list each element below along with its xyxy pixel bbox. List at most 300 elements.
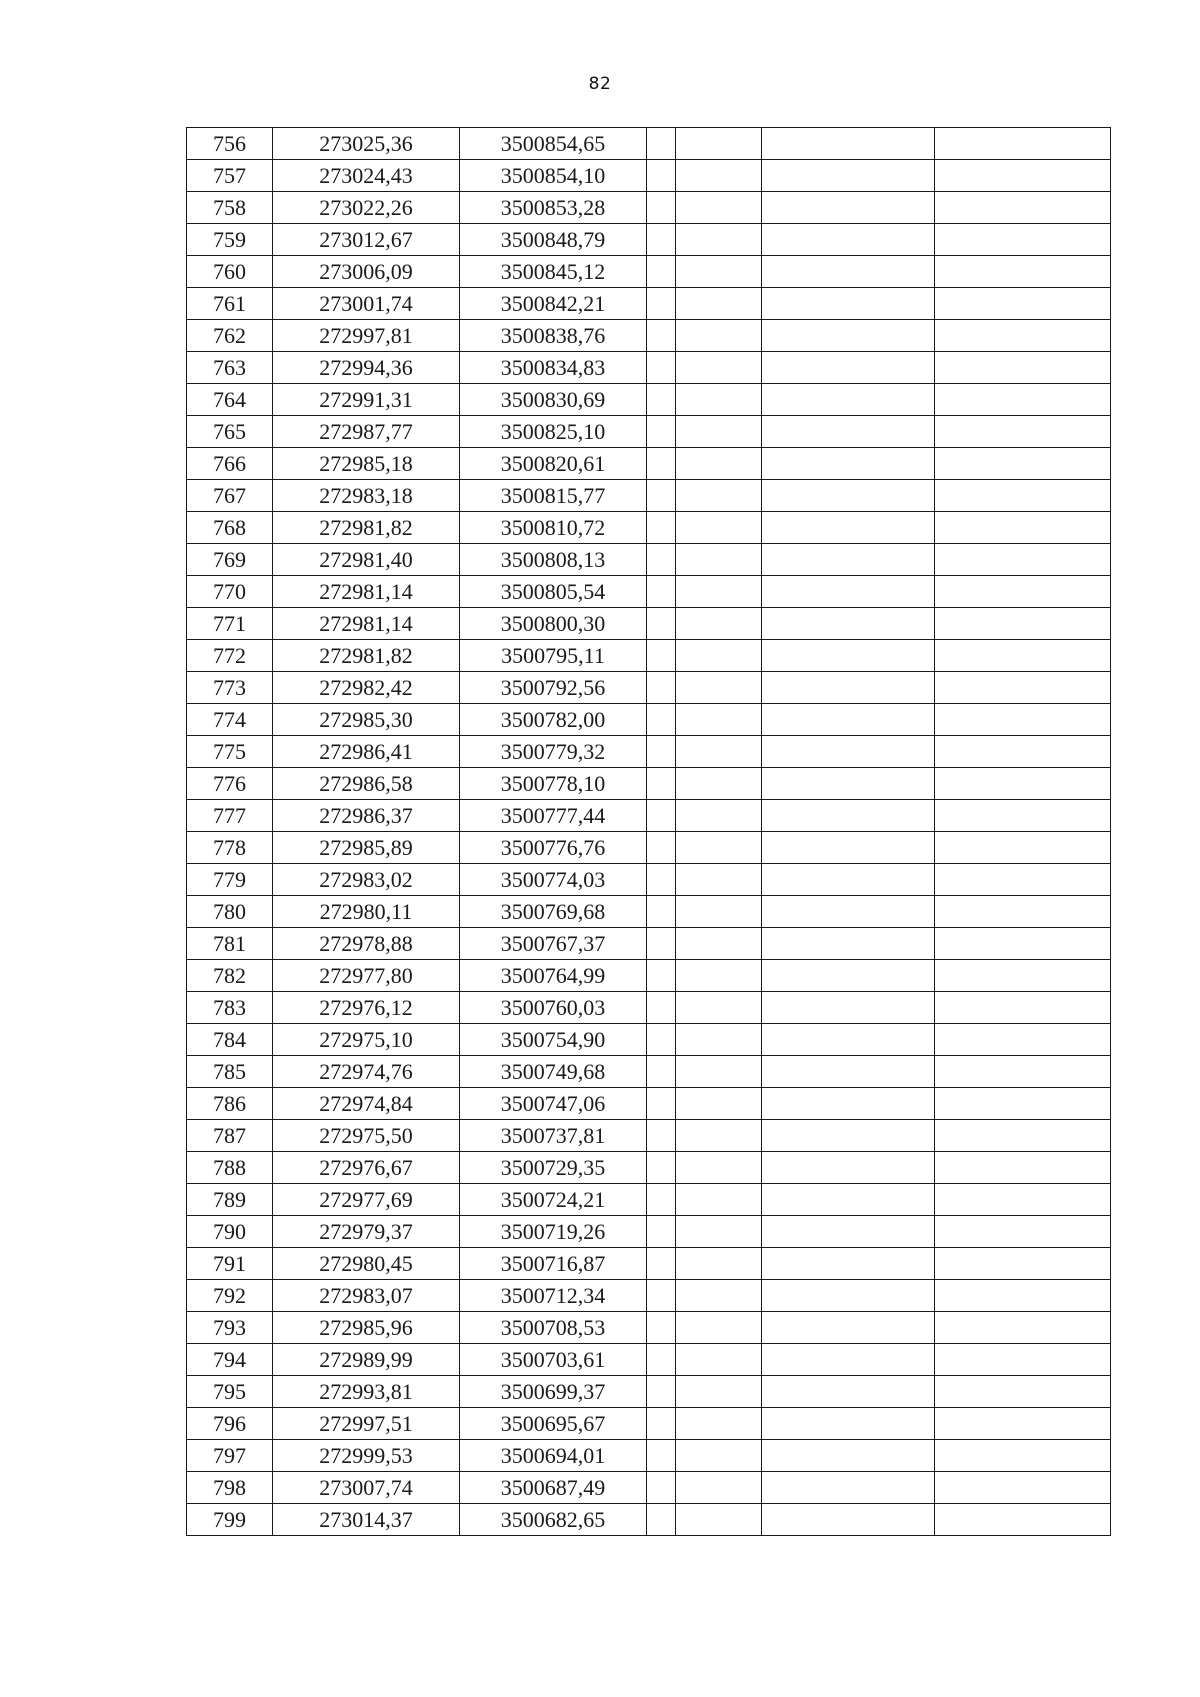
empty-cell-3 (762, 1376, 935, 1408)
empty-cell-3 (762, 256, 935, 288)
table-row (187, 160, 1111, 192)
empty-cell-2 (676, 224, 762, 256)
empty-cell-2 (676, 640, 762, 672)
y-coordinate-cell: 3500778,10 (460, 768, 647, 800)
table-row (187, 1024, 1111, 1056)
empty-cell-2 (676, 480, 762, 512)
y-coordinate-cell: 3500774,03 (460, 864, 647, 896)
empty-cell-2 (676, 1376, 762, 1408)
point-number-cell: 781 (187, 928, 273, 960)
y-coordinate-cell: 3500834,83 (460, 352, 647, 384)
x-coordinate-cell: 272977,69 (273, 1184, 460, 1216)
empty-cell-1 (647, 1024, 676, 1056)
empty-cell-1 (647, 128, 676, 160)
empty-cell-2 (676, 768, 762, 800)
point-number-cell: 788 (187, 1152, 273, 1184)
table-row (187, 352, 1111, 384)
empty-cell-3 (762, 736, 935, 768)
point-number-cell: 778 (187, 832, 273, 864)
empty-cell-4 (935, 1216, 1111, 1248)
y-coordinate-cell: 3500854,65 (460, 128, 647, 160)
y-coordinate-cell: 3500830,69 (460, 384, 647, 416)
empty-cell-1 (647, 672, 676, 704)
x-coordinate-cell: 272980,11 (273, 896, 460, 928)
empty-cell-4 (935, 960, 1111, 992)
y-coordinate-cell: 3500712,34 (460, 1280, 647, 1312)
point-number-cell: 795 (187, 1376, 273, 1408)
point-number-cell: 774 (187, 704, 273, 736)
empty-cell-2 (676, 864, 762, 896)
x-coordinate-cell: 272983,18 (273, 480, 460, 512)
empty-cell-3 (762, 576, 935, 608)
x-coordinate-cell: 272986,58 (273, 768, 460, 800)
x-coordinate-cell: 272983,07 (273, 1280, 460, 1312)
empty-cell-1 (647, 1184, 676, 1216)
empty-cell-1 (647, 896, 676, 928)
empty-cell-1 (647, 256, 676, 288)
empty-cell-1 (647, 1440, 676, 1472)
empty-cell-2 (676, 512, 762, 544)
y-coordinate-cell: 3500769,68 (460, 896, 647, 928)
y-coordinate-cell: 3500805,54 (460, 576, 647, 608)
empty-cell-4 (935, 480, 1111, 512)
empty-cell-1 (647, 416, 676, 448)
point-number-cell: 759 (187, 224, 273, 256)
x-coordinate-cell: 272985,18 (273, 448, 460, 480)
table-row (187, 768, 1111, 800)
empty-cell-1 (647, 1376, 676, 1408)
table-row (187, 1312, 1111, 1344)
y-coordinate-cell: 3500815,77 (460, 480, 647, 512)
table-row (187, 416, 1111, 448)
y-coordinate-cell: 3500808,13 (460, 544, 647, 576)
empty-cell-3 (762, 1280, 935, 1312)
empty-cell-1 (647, 1248, 676, 1280)
empty-cell-3 (762, 864, 935, 896)
empty-cell-1 (647, 992, 676, 1024)
y-coordinate-cell: 3500703,61 (460, 1344, 647, 1376)
empty-cell-4 (935, 992, 1111, 1024)
empty-cell-3 (762, 960, 935, 992)
y-coordinate-cell: 3500699,37 (460, 1376, 647, 1408)
x-coordinate-cell: 272981,82 (273, 640, 460, 672)
point-number-cell: 776 (187, 768, 273, 800)
point-number-cell: 770 (187, 576, 273, 608)
x-coordinate-cell: 272979,37 (273, 1216, 460, 1248)
empty-cell-3 (762, 1440, 935, 1472)
table-row (187, 800, 1111, 832)
y-coordinate-cell: 3500708,53 (460, 1312, 647, 1344)
y-coordinate-cell: 3500792,56 (460, 672, 647, 704)
empty-cell-2 (676, 1344, 762, 1376)
empty-cell-4 (935, 384, 1111, 416)
table-row (187, 1440, 1111, 1472)
empty-cell-4 (935, 1120, 1111, 1152)
empty-cell-4 (935, 768, 1111, 800)
empty-cell-3 (762, 192, 935, 224)
empty-cell-2 (676, 320, 762, 352)
point-number-cell: 763 (187, 352, 273, 384)
empty-cell-2 (676, 1024, 762, 1056)
empty-cell-1 (647, 448, 676, 480)
empty-cell-1 (647, 1504, 676, 1536)
empty-cell-2 (676, 1184, 762, 1216)
empty-cell-2 (676, 448, 762, 480)
x-coordinate-cell: 272991,31 (273, 384, 460, 416)
y-coordinate-cell: 3500845,12 (460, 256, 647, 288)
y-coordinate-cell: 3500820,61 (460, 448, 647, 480)
point-number-cell: 787 (187, 1120, 273, 1152)
empty-cell-3 (762, 1504, 935, 1536)
empty-cell-2 (676, 384, 762, 416)
empty-cell-4 (935, 416, 1111, 448)
point-number-cell: 792 (187, 1280, 273, 1312)
point-number-cell: 771 (187, 608, 273, 640)
empty-cell-1 (647, 192, 676, 224)
y-coordinate-cell: 3500810,72 (460, 512, 647, 544)
point-number-cell: 756 (187, 128, 273, 160)
point-number-cell: 758 (187, 192, 273, 224)
empty-cell-3 (762, 640, 935, 672)
x-coordinate-cell: 272976,67 (273, 1152, 460, 1184)
x-coordinate-cell: 273024,43 (273, 160, 460, 192)
point-number-cell: 764 (187, 384, 273, 416)
x-coordinate-cell: 272997,51 (273, 1408, 460, 1440)
empty-cell-2 (676, 704, 762, 736)
empty-cell-1 (647, 640, 676, 672)
empty-cell-4 (935, 320, 1111, 352)
empty-cell-3 (762, 512, 935, 544)
x-coordinate-cell: 272989,99 (273, 1344, 460, 1376)
point-number-cell: 794 (187, 1344, 273, 1376)
empty-cell-2 (676, 1408, 762, 1440)
empty-cell-3 (762, 128, 935, 160)
table-row (187, 576, 1111, 608)
empty-cell-2 (676, 1248, 762, 1280)
empty-cell-1 (647, 1312, 676, 1344)
table-row (187, 832, 1111, 864)
empty-cell-4 (935, 1408, 1111, 1440)
empty-cell-3 (762, 320, 935, 352)
point-number-cell: 779 (187, 864, 273, 896)
y-coordinate-cell: 3500729,35 (460, 1152, 647, 1184)
empty-cell-3 (762, 384, 935, 416)
x-coordinate-cell: 272980,45 (273, 1248, 460, 1280)
table-row (187, 1472, 1111, 1504)
y-coordinate-cell: 3500842,21 (460, 288, 647, 320)
y-coordinate-cell: 3500782,00 (460, 704, 647, 736)
empty-cell-3 (762, 1216, 935, 1248)
empty-cell-2 (676, 576, 762, 608)
x-coordinate-cell: 272987,77 (273, 416, 460, 448)
empty-cell-2 (676, 928, 762, 960)
empty-cell-2 (676, 832, 762, 864)
y-coordinate-cell: 3500838,76 (460, 320, 647, 352)
empty-cell-4 (935, 1472, 1111, 1504)
empty-cell-2 (676, 672, 762, 704)
coordinates-table (186, 127, 1111, 1536)
table-row (187, 384, 1111, 416)
empty-cell-1 (647, 960, 676, 992)
empty-cell-2 (676, 736, 762, 768)
table-row (187, 544, 1111, 576)
empty-cell-2 (676, 896, 762, 928)
empty-cell-2 (676, 992, 762, 1024)
empty-cell-1 (647, 352, 676, 384)
table-row (187, 448, 1111, 480)
page-number: 82 (588, 74, 612, 94)
empty-cell-2 (676, 1440, 762, 1472)
empty-cell-1 (647, 768, 676, 800)
y-coordinate-cell: 3500687,49 (460, 1472, 647, 1504)
table-row (187, 672, 1111, 704)
empty-cell-1 (647, 320, 676, 352)
empty-cell-1 (647, 608, 676, 640)
empty-cell-4 (935, 1440, 1111, 1472)
x-coordinate-cell: 273007,74 (273, 1472, 460, 1504)
x-coordinate-cell: 272986,41 (273, 736, 460, 768)
empty-cell-2 (676, 1056, 762, 1088)
table-row (187, 896, 1111, 928)
empty-cell-1 (647, 704, 676, 736)
x-coordinate-cell: 272981,14 (273, 608, 460, 640)
x-coordinate-cell: 272974,84 (273, 1088, 460, 1120)
empty-cell-4 (935, 1280, 1111, 1312)
point-number-cell: 772 (187, 640, 273, 672)
table-row (187, 864, 1111, 896)
empty-cell-2 (676, 1280, 762, 1312)
empty-cell-2 (676, 1504, 762, 1536)
point-number-cell: 757 (187, 160, 273, 192)
x-coordinate-cell: 272982,42 (273, 672, 460, 704)
table-row (187, 1088, 1111, 1120)
point-number-cell: 766 (187, 448, 273, 480)
x-coordinate-cell: 272999,53 (273, 1440, 460, 1472)
empty-cell-3 (762, 1088, 935, 1120)
point-number-cell: 799 (187, 1504, 273, 1536)
table-row (187, 1120, 1111, 1152)
table-row (187, 224, 1111, 256)
table-row (187, 288, 1111, 320)
empty-cell-1 (647, 1408, 676, 1440)
point-number-cell: 777 (187, 800, 273, 832)
empty-cell-1 (647, 384, 676, 416)
empty-cell-1 (647, 160, 676, 192)
empty-cell-2 (676, 1312, 762, 1344)
point-number-cell: 767 (187, 480, 273, 512)
point-number-cell: 790 (187, 1216, 273, 1248)
y-coordinate-cell: 3500767,37 (460, 928, 647, 960)
y-coordinate-cell: 3500682,65 (460, 1504, 647, 1536)
empty-cell-3 (762, 1248, 935, 1280)
x-coordinate-cell: 272974,76 (273, 1056, 460, 1088)
y-coordinate-cell: 3500779,32 (460, 736, 647, 768)
empty-cell-4 (935, 832, 1111, 864)
table-row (187, 608, 1111, 640)
empty-cell-2 (676, 352, 762, 384)
empty-cell-3 (762, 1120, 935, 1152)
y-coordinate-cell: 3500848,79 (460, 224, 647, 256)
empty-cell-3 (762, 1312, 935, 1344)
empty-cell-3 (762, 160, 935, 192)
empty-cell-2 (676, 800, 762, 832)
table-row (187, 128, 1111, 160)
empty-cell-1 (647, 1152, 676, 1184)
point-number-cell: 785 (187, 1056, 273, 1088)
empty-cell-2 (676, 288, 762, 320)
point-number-cell: 793 (187, 1312, 273, 1344)
empty-cell-1 (647, 864, 676, 896)
y-coordinate-cell: 3500747,06 (460, 1088, 647, 1120)
empty-cell-4 (935, 128, 1111, 160)
point-number-cell: 760 (187, 256, 273, 288)
point-number-cell: 775 (187, 736, 273, 768)
empty-cell-3 (762, 448, 935, 480)
table-row (187, 1216, 1111, 1248)
point-number-cell: 773 (187, 672, 273, 704)
empty-cell-4 (935, 1248, 1111, 1280)
empty-cell-3 (762, 928, 935, 960)
x-coordinate-cell: 272975,50 (273, 1120, 460, 1152)
table-row (187, 1248, 1111, 1280)
empty-cell-2 (676, 416, 762, 448)
empty-cell-1 (647, 1056, 676, 1088)
x-coordinate-cell: 272977,80 (273, 960, 460, 992)
y-coordinate-cell: 3500737,81 (460, 1120, 647, 1152)
x-coordinate-cell: 272985,30 (273, 704, 460, 736)
empty-cell-1 (647, 832, 676, 864)
table-row (187, 1408, 1111, 1440)
table-row (187, 512, 1111, 544)
empty-cell-2 (676, 1216, 762, 1248)
empty-cell-4 (935, 288, 1111, 320)
table-row (187, 928, 1111, 960)
y-coordinate-cell: 3500854,10 (460, 160, 647, 192)
empty-cell-2 (676, 1472, 762, 1504)
empty-cell-1 (647, 224, 676, 256)
empty-cell-3 (762, 1184, 935, 1216)
table-row (187, 736, 1111, 768)
empty-cell-2 (676, 1088, 762, 1120)
point-number-cell: 797 (187, 1440, 273, 1472)
empty-cell-4 (935, 1056, 1111, 1088)
empty-cell-1 (647, 928, 676, 960)
point-number-cell: 789 (187, 1184, 273, 1216)
x-coordinate-cell: 272978,88 (273, 928, 460, 960)
y-coordinate-cell: 3500795,11 (460, 640, 647, 672)
empty-cell-2 (676, 544, 762, 576)
empty-cell-3 (762, 1408, 935, 1440)
empty-cell-4 (935, 544, 1111, 576)
empty-cell-4 (935, 1312, 1111, 1344)
empty-cell-3 (762, 1472, 935, 1504)
table-row (187, 1280, 1111, 1312)
table-row (187, 1376, 1111, 1408)
empty-cell-1 (647, 1088, 676, 1120)
empty-cell-2 (676, 1152, 762, 1184)
point-number-cell: 786 (187, 1088, 273, 1120)
x-coordinate-cell: 273012,67 (273, 224, 460, 256)
x-coordinate-cell: 272981,40 (273, 544, 460, 576)
empty-cell-1 (647, 480, 676, 512)
empty-cell-3 (762, 608, 935, 640)
empty-cell-4 (935, 736, 1111, 768)
point-number-cell: 780 (187, 896, 273, 928)
empty-cell-4 (935, 256, 1111, 288)
empty-cell-4 (935, 512, 1111, 544)
point-number-cell: 796 (187, 1408, 273, 1440)
point-number-cell: 762 (187, 320, 273, 352)
empty-cell-3 (762, 544, 935, 576)
y-coordinate-cell: 3500800,30 (460, 608, 647, 640)
point-number-cell: 782 (187, 960, 273, 992)
empty-cell-1 (647, 1120, 676, 1152)
table-row (187, 1152, 1111, 1184)
x-coordinate-cell: 272993,81 (273, 1376, 460, 1408)
empty-cell-4 (935, 1376, 1111, 1408)
table-row (187, 704, 1111, 736)
x-coordinate-cell: 273001,74 (273, 288, 460, 320)
table-row (187, 320, 1111, 352)
x-coordinate-cell: 272981,82 (273, 512, 460, 544)
empty-cell-2 (676, 160, 762, 192)
table-row (187, 1184, 1111, 1216)
y-coordinate-cell: 3500724,21 (460, 1184, 647, 1216)
empty-cell-3 (762, 1056, 935, 1088)
x-coordinate-cell: 272994,36 (273, 352, 460, 384)
empty-cell-4 (935, 1504, 1111, 1536)
empty-cell-1 (647, 1472, 676, 1504)
x-coordinate-cell: 272976,12 (273, 992, 460, 1024)
y-coordinate-cell: 3500716,87 (460, 1248, 647, 1280)
x-coordinate-cell: 273022,26 (273, 192, 460, 224)
empty-cell-4 (935, 928, 1111, 960)
x-coordinate-cell: 273025,36 (273, 128, 460, 160)
y-coordinate-cell: 3500694,01 (460, 1440, 647, 1472)
y-coordinate-cell: 3500764,99 (460, 960, 647, 992)
empty-cell-1 (647, 1280, 676, 1312)
empty-cell-4 (935, 192, 1111, 224)
empty-cell-1 (647, 1344, 676, 1376)
point-number-cell: 765 (187, 416, 273, 448)
empty-cell-3 (762, 416, 935, 448)
y-coordinate-cell: 3500853,28 (460, 192, 647, 224)
table-row (187, 992, 1111, 1024)
empty-cell-1 (647, 736, 676, 768)
y-coordinate-cell: 3500776,76 (460, 832, 647, 864)
empty-cell-4 (935, 160, 1111, 192)
y-coordinate-cell: 3500695,67 (460, 1408, 647, 1440)
empty-cell-3 (762, 352, 935, 384)
empty-cell-3 (762, 480, 935, 512)
empty-cell-4 (935, 1184, 1111, 1216)
empty-cell-1 (647, 1216, 676, 1248)
empty-cell-4 (935, 864, 1111, 896)
point-number-cell: 761 (187, 288, 273, 320)
empty-cell-4 (935, 352, 1111, 384)
empty-cell-2 (676, 128, 762, 160)
point-number-cell: 769 (187, 544, 273, 576)
point-number-cell: 783 (187, 992, 273, 1024)
x-coordinate-cell: 272985,89 (273, 832, 460, 864)
empty-cell-2 (676, 256, 762, 288)
table-row (187, 256, 1111, 288)
y-coordinate-cell: 3500719,26 (460, 1216, 647, 1248)
empty-cell-3 (762, 704, 935, 736)
empty-cell-4 (935, 576, 1111, 608)
empty-cell-3 (762, 1344, 935, 1376)
point-number-cell: 768 (187, 512, 273, 544)
